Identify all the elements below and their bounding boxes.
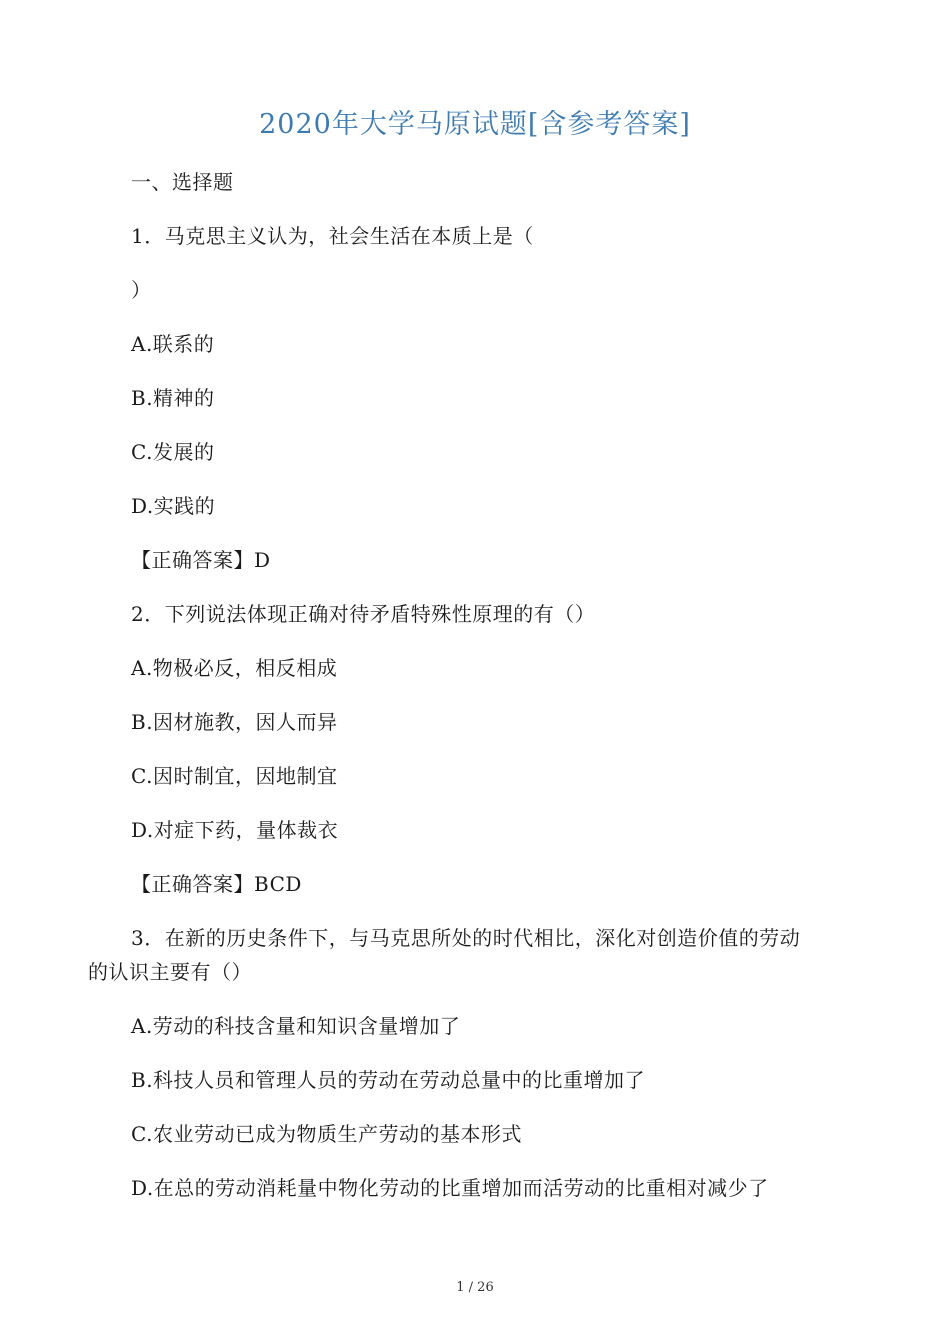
question-1-stem-continued: ） [131, 278, 152, 302]
question-3-stem-continued: 的认识主要有（） [88, 960, 252, 984]
question-3-option-d: D.在总的劳动消耗量中物化劳动的比重增加而活劳动的比重相对减少了 [131, 1176, 769, 1200]
question-1-stem: 1．马克思主义认为，社会生活在本质上是（ [131, 224, 534, 248]
page-title: 2020年大学马原试题[含参考答案] [259, 109, 691, 140]
question-2-stem: 2．下列说法体现正确对待矛盾特殊性原理的有（） [131, 602, 596, 626]
question-2-answer: 【正确答案】BCD [131, 872, 302, 896]
question-2-option-b: B.因材施教，因人而异 [131, 710, 338, 734]
question-1-option-b: B.精神的 [131, 386, 215, 410]
question-1-option-c: C.发展的 [131, 440, 215, 464]
question-2-option-d: D.对症下药，量体裁衣 [131, 818, 339, 842]
question-1-option-a: A.联系的 [131, 332, 215, 356]
question-2-option-a: A.物极必反，相反相成 [131, 656, 338, 680]
question-1-answer: 【正确答案】D [131, 548, 271, 572]
question-3-option-b: B.科技人员和管理人员的劳动在劳动总量中的比重增加了 [131, 1068, 646, 1092]
question-2-option-c: C.因时制宜，因地制宜 [131, 764, 338, 788]
section-heading: 一、选择题 [131, 170, 234, 194]
question-3-option-c: C.农业劳动已成为物质生产劳动的基本形式 [131, 1122, 522, 1146]
question-1-option-d: D.实践的 [131, 494, 216, 518]
question-3-stem: 3．在新的历史条件下，与马克思所处的时代相比，深化对创造价值的劳动 [131, 926, 801, 950]
question-3-option-a: A.劳动的科技含量和知识含量增加了 [131, 1014, 461, 1038]
page-number: 1 / 26 [456, 1280, 494, 1295]
